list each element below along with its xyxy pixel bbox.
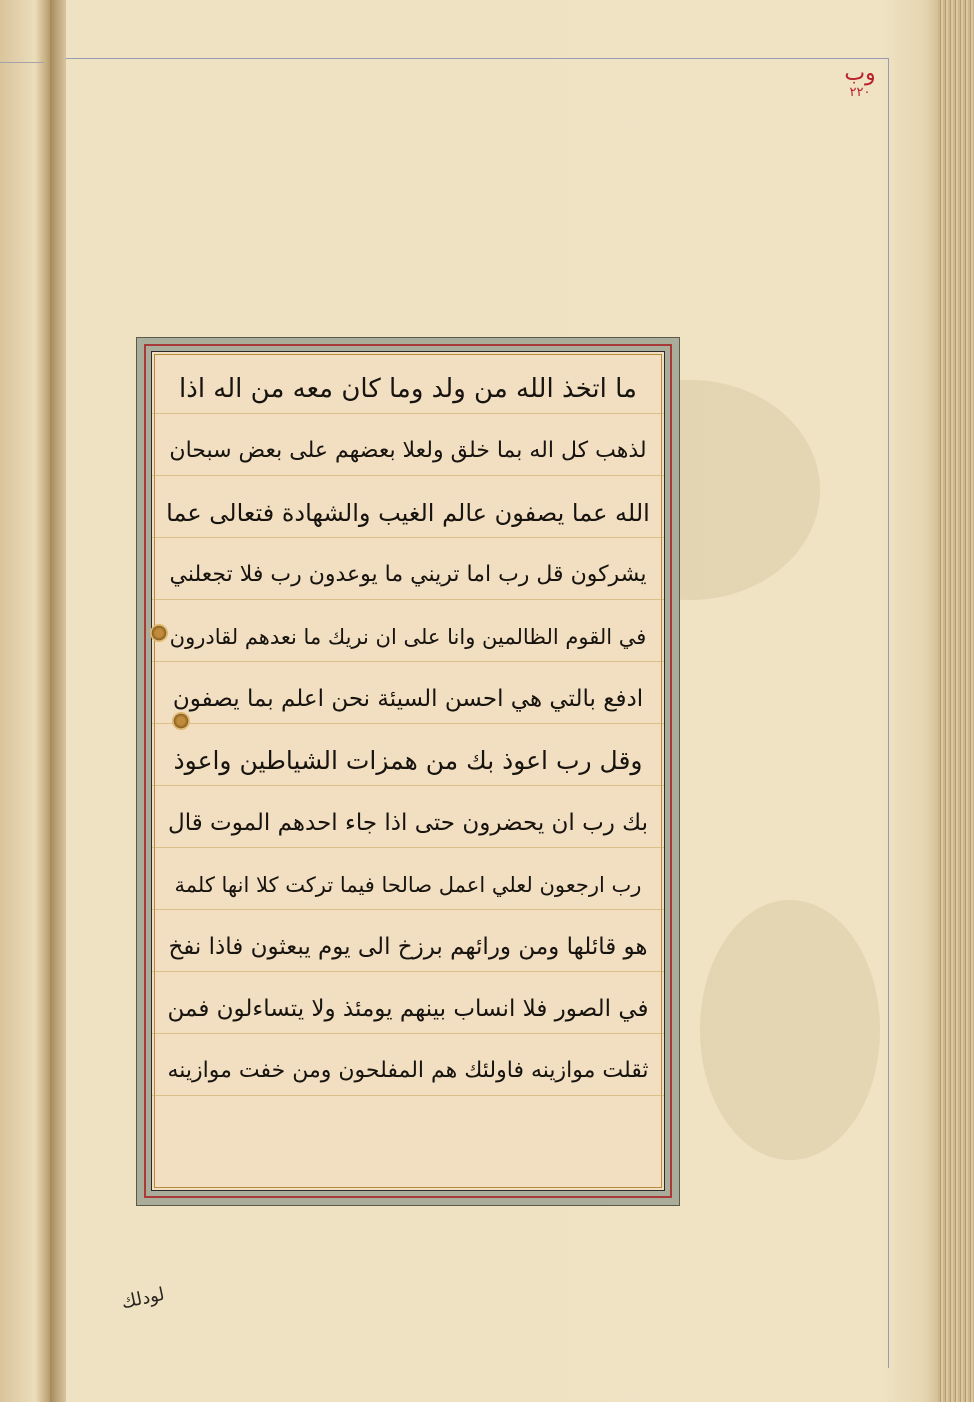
verse-line-6: ادفع بالتي هي احسن السيئة نحن اعلم بما يصفون bbox=[172, 686, 644, 712]
verse-line-8: بك رب ان يحضرون حتى اذا جاء احدهم الموت قال bbox=[168, 810, 648, 836]
folio-word: وب bbox=[844, 61, 876, 86]
facing-leaf bbox=[0, 0, 51, 1402]
verse-line-7: وقل رب اعوذ بك من همزات الشياطين واعوذ bbox=[173, 746, 643, 775]
verse-line-3: الله عما يصفون عالم الغيب والشهادة فتعالى عما bbox=[166, 499, 650, 527]
facing-leaf-rule bbox=[0, 62, 44, 63]
verse-line-2: لذهب كل اله بما خلق ولعلا بعضهم على بعض سبحان bbox=[169, 438, 647, 463]
page-edges bbox=[938, 0, 974, 1402]
text-block bbox=[151, 351, 665, 1191]
verse-line-4: يشركون قل رب اما تريني ما يوعدون رب فلا تجعلني bbox=[169, 562, 647, 587]
margin-rule-top bbox=[66, 58, 889, 59]
binding-gutter bbox=[50, 0, 66, 1402]
folio-numeral: ٢٢٠ bbox=[849, 85, 871, 100]
margin-rule-right bbox=[888, 58, 889, 1368]
verse-line-5: في القوم الظالمين وانا على ان نريك ما نعدهم لقادرون bbox=[169, 625, 647, 649]
verse-rosette-icon bbox=[150, 624, 168, 642]
folio-number bbox=[835, 62, 885, 100]
catchword: لودلك bbox=[119, 1283, 167, 1314]
verse-rosette-icon bbox=[172, 712, 190, 730]
verse-line-9: رب ارجعون لعلي اعمل صالحا فيما تركت كلا انها كلمة bbox=[174, 873, 642, 897]
text-frame bbox=[136, 337, 680, 1206]
paper-stain bbox=[700, 900, 880, 1160]
verse-line-12: ثقلت موازينه فاولئك هم المفلحون ومن خفت موازينه bbox=[167, 1058, 649, 1083]
verse-line-11: في الصور فلا انساب بينهم يومئذ ولا يتساءلون فمن bbox=[167, 996, 649, 1022]
verse-line-10: هو قائلها ومن ورائهم برزخ الى يوم يبعثون فاذا نفخ bbox=[168, 934, 648, 960]
verse-line-1: ما اتخذ الله من ولد وما كان معه من اله اذا bbox=[179, 374, 637, 404]
